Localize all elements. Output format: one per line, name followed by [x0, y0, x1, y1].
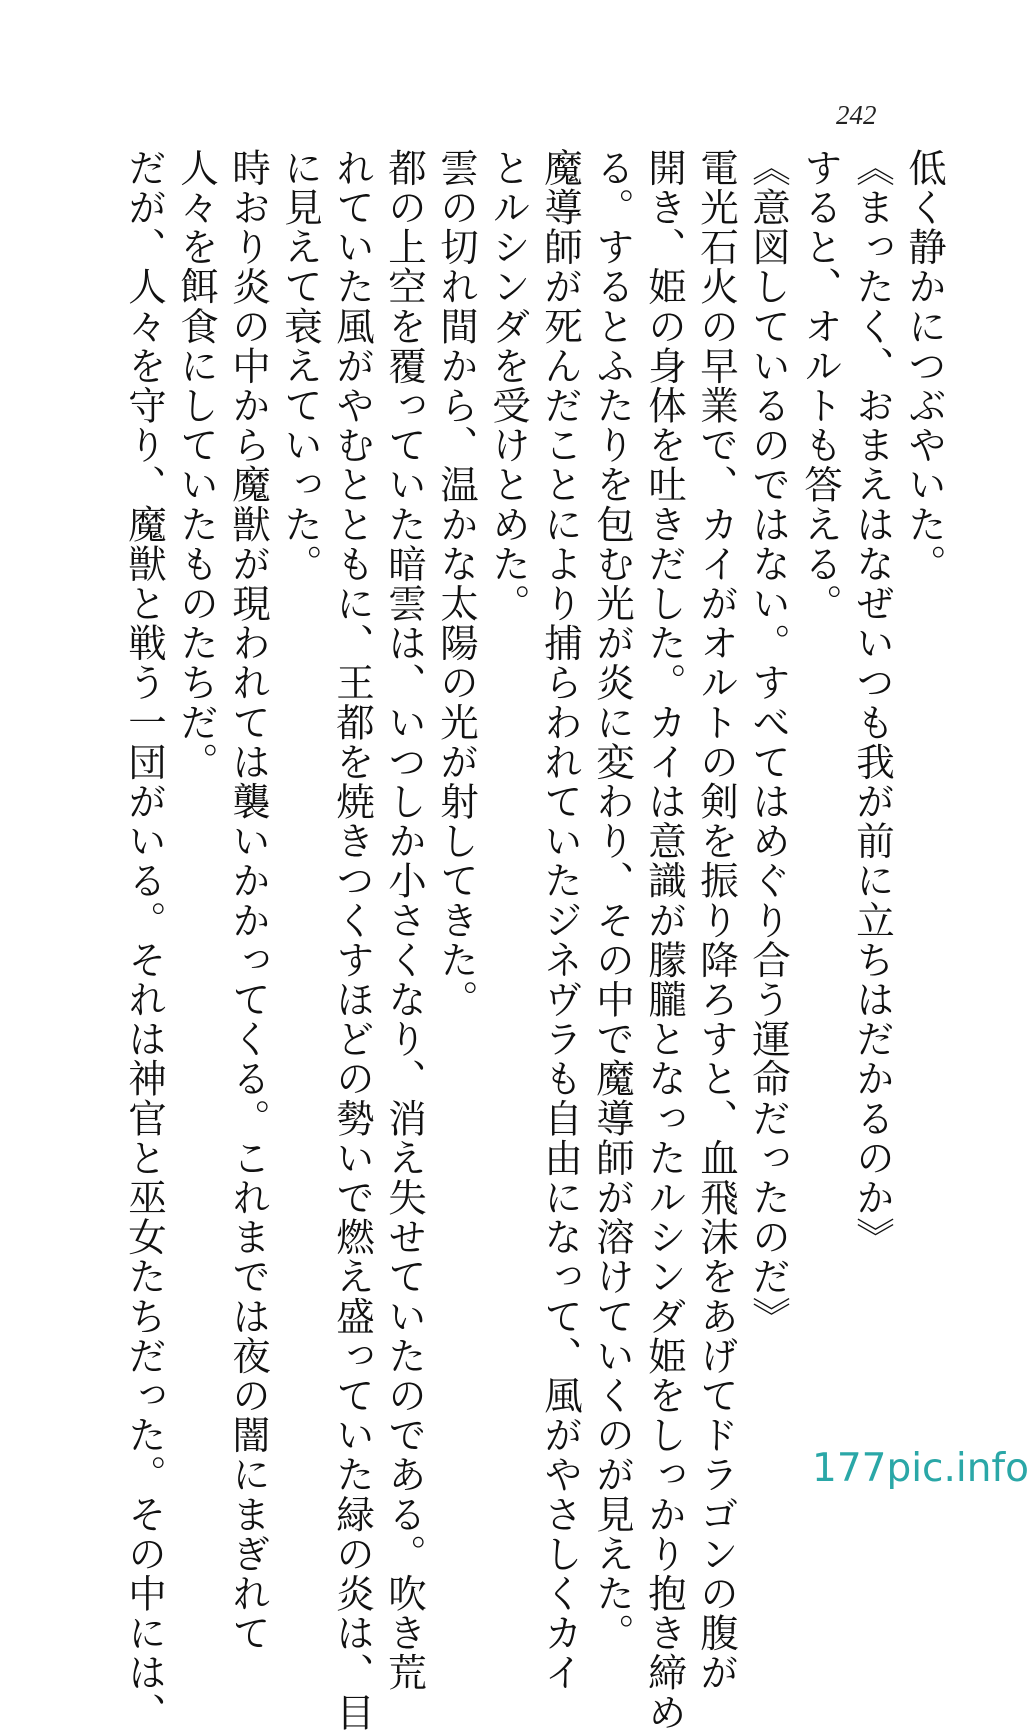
text-line: 人々を餌食にしていたものたちだ。 [174, 148, 219, 782]
text-line: 雲の切れ間から、温かな太陽の光が射してきた。 [434, 148, 479, 1020]
text-line: れていた風がやむとともに、王都を焼きつくすほどの勢いで燃え盛っていた緑の炎は、目 [330, 148, 375, 1732]
text-line: だが、人々を守り、魔獣と戦う一団がいる。それは神官と巫女たちだった。その中には、 [122, 148, 167, 1732]
text-line: 《意図しているのではない。すべてはめぐり合う運命だったのだ》 [746, 148, 791, 1336]
text-line: 開き、姫の身体を吐きだした。カイは意識が朦朧となったルシンダ姫をしっかり抱き締め [642, 148, 687, 1732]
text-line: に見えて衰えていった。 [278, 148, 323, 584]
text-line: る。するとふたりを包む光が炎に変わり、その中で魔導師が溶けていくのが見えた。 [590, 148, 635, 1653]
text-line: 都の上空を覆っていた暗雲は、いつしか小さくなり、消え失せていたのである。吹き荒 [382, 148, 427, 1693]
text-line: 低く静かにつぶやいた。 [902, 148, 947, 584]
page-number: 242 [836, 100, 877, 130]
text-line: 時おり炎の中から魔獣が現われては襲いかかってくる。これまでは夜の闇にまぎれて [226, 148, 271, 1653]
text-line: 《まったく、おまえはなぜいつも我が前に立ちはだかるのか》 [850, 148, 895, 1257]
watermark: 177pic.info [812, 1446, 1029, 1491]
text-line: すると、オルトも答える。 [798, 148, 843, 624]
text-line: 電光石火の早業で、カイがオルトの剣を振り降ろすと、血飛沫をあげてドラゴンの腹が [694, 148, 739, 1693]
text-line: とルシンダを受けとめた。 [486, 148, 531, 624]
text-line: 魔導師が死んだことにより捕らわれていたジネヴラも自由になって、風がやさしくカイ [538, 148, 583, 1693]
